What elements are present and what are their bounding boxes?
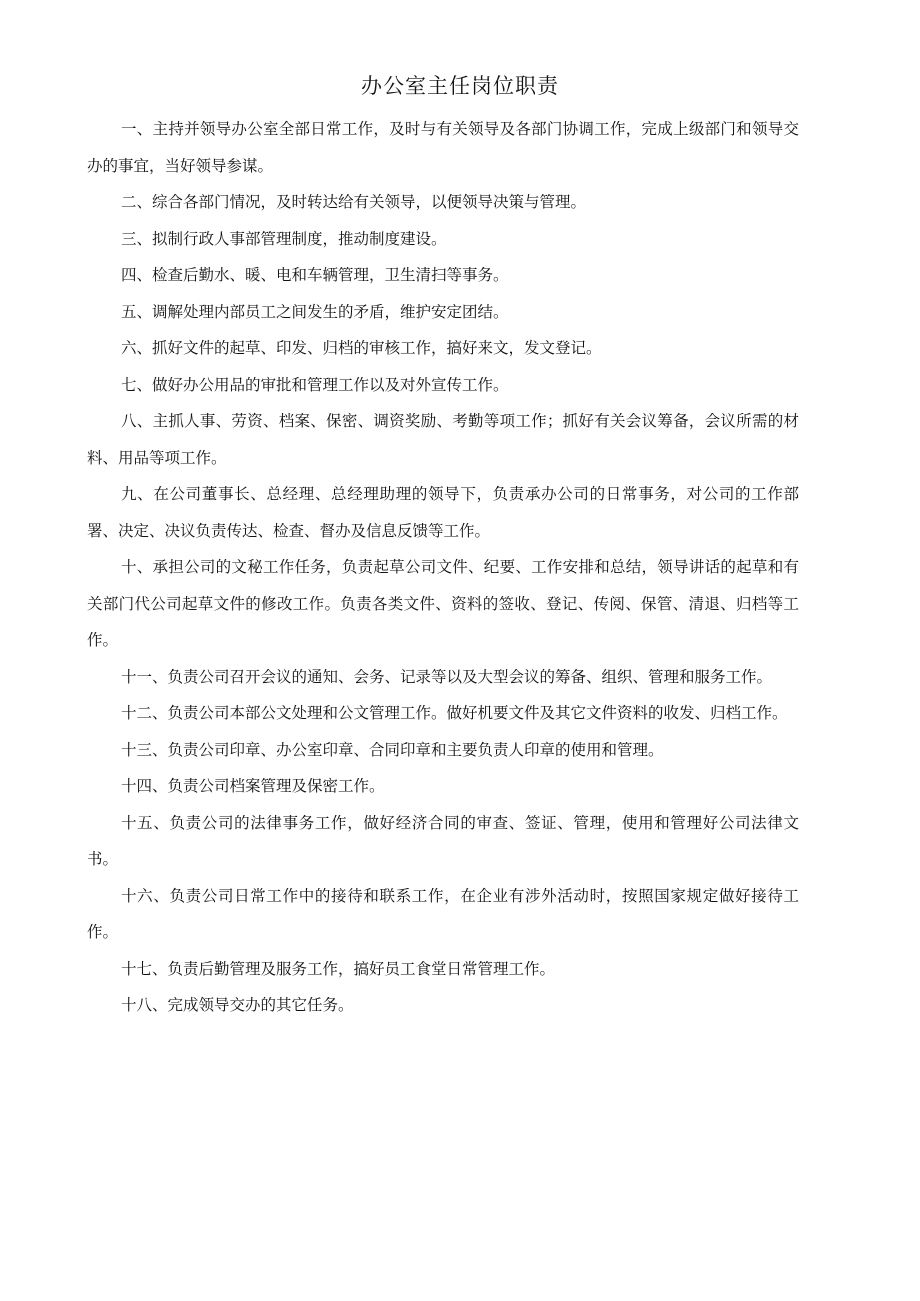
- duty-item-4: 四、检查后勤水、暖、电和车辆管理，卫生清扫等事务。: [121, 266, 509, 284]
- duty-item-3: 三、拟制行政人事部管理制度，推动制度建设。: [121, 229, 447, 248]
- duty-item-12: 十二、负责公司本部公文处理和公文管理工作。做好机要文件及其它文件资料的收发、归档工作。: [121, 704, 788, 722]
- duty-item-13: 十三、负责公司印章、办公室印章、合同印章和主要负责人印章的使用和管理。: [121, 740, 664, 759]
- duty-item-8: 八、主抓人事、劳资、档案、保密、调资奖励、考勤等项工作；抓好有关会议筹备，会议所需的材料、用品等项工作。: [87, 412, 799, 467]
- duty-item-2: 二、综合各部门情况，及时转达给有关领导，以便领导决策与管理。: [121, 193, 587, 211]
- duty-item-1: 一、主持并领导办公室全部日常工作，及时与有关领导及各部门协调工作，完成上级部门和领导交办的事宜，当好领导参谋。: [87, 120, 799, 175]
- duty-item-18: 十八、完成领导交办的其它任务。: [121, 996, 354, 1014]
- duty-item-15: 十五、负责公司的法律事务工作，做好经济合同的审查、签证、管理，使用和管理好公司法律文书。: [87, 813, 799, 868]
- duty-item-7: 七、做好办公用品的审批和管理工作以及对外宣传工作。: [121, 375, 509, 394]
- duty-item-11: 十一、负责公司召开会议的通知、会务、记录等以及大型会议的筹备、组织、管理和服务工作。: [121, 667, 773, 686]
- document-body: [87, 111, 799, 1024]
- document-title: 办公室主任岗位职责: [361, 74, 559, 98]
- duty-item-6: 六、抓好文件的起草、印发、归档的审核工作，搞好来文，发文登记。: [121, 339, 602, 357]
- duty-item-9: 九、在公司董事长、总经理、总经理助理的领导下，负责承办公司的日常事务，对公司的工作部署、决定、决议负责传达、检查、督办及信息反馈等工作。: [87, 485, 799, 540]
- duty-item-14: 十四、负责公司档案管理及保密工作。: [121, 777, 385, 795]
- duty-item-17: 十七、负责后勤管理及服务工作，搞好员工食堂日常管理工作。: [121, 959, 556, 978]
- duty-item-16: 十六、负责公司日常工作中的接待和联系工作，在企业有涉外活动时，按照国家规定做好接待工作。: [87, 886, 799, 941]
- duty-item-5: 五、调解处理内部员工之间发生的矛盾，维护安定团结。: [121, 302, 509, 321]
- duty-item-10: 十、承担公司的文秘工作任务，负责起草公司文件、纪要、工作安排和总结，领导讲话的起草和有关部门代公司起草文件的修改工作。负责各类文件、资料的签收、登记、传阅、保管、清退、归档等工作。: [87, 558, 799, 649]
